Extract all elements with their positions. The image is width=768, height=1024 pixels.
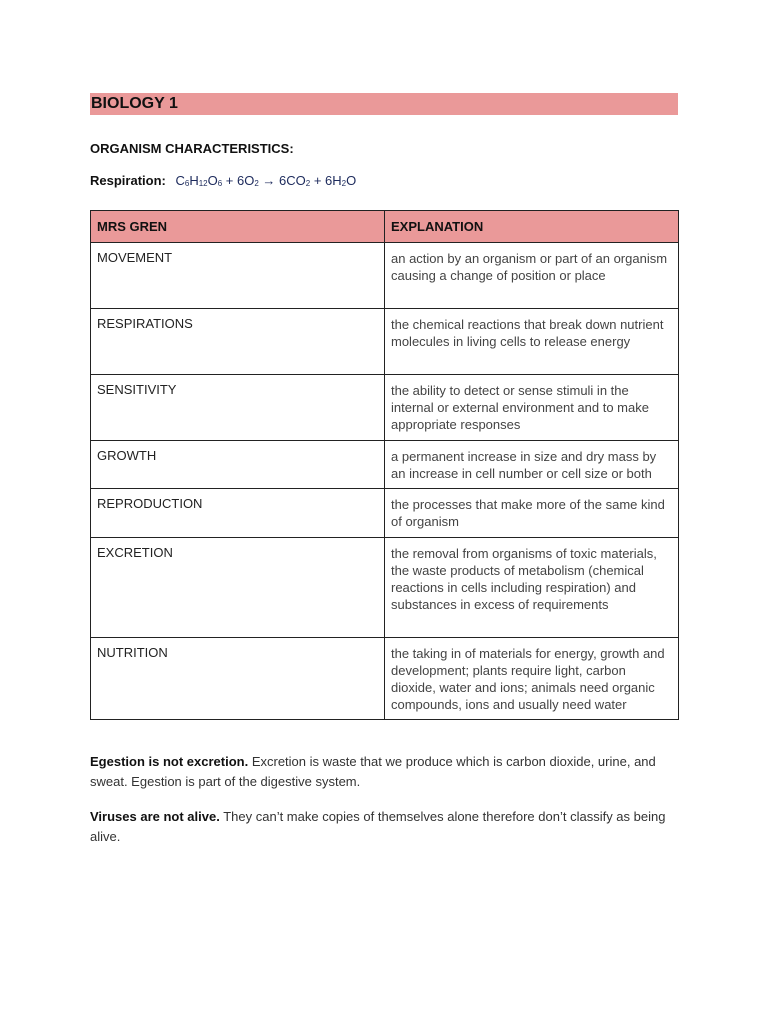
row-explanation: a permanent increase in size and dry mass by an increase in cell number or cell size or both [385,441,679,489]
table-row [91,489,679,538]
mrs-gren-table [90,210,679,720]
formula-c-sub: 6 [184,179,190,188]
respiration-formula [175,173,356,188]
note-egestion-text: Excretion is waste that we produce which is carbon dioxide, urine, and sweat. Egestion is part of the digestive system. [90,754,656,789]
note-viruses [90,807,670,847]
respiration-label: Respiration: [90,173,166,188]
note-viruses-bold: Viruses are not alive. [90,809,220,824]
formula-plus-water: + 6H [310,173,342,188]
formula-c: C [175,173,185,188]
row-explanation: the removal from organisms of toxic materials, the waste products of metabolism (chemical reactions in cells including respiration) and substances in excess of requirements [385,538,679,638]
row-explanation: the processes that make more of the same kind of organism [385,489,679,538]
table-row [91,243,679,309]
formula-arrow-co2: → 6CO [258,173,306,188]
row-term: EXCRETION [91,538,385,638]
row-term: RESPIRATIONS [91,309,385,375]
row-term: MOVEMENT [91,243,385,309]
row-explanation: the taking in of materials for energy, growth and development; plants require light, carbon dioxide, water and ions; animals need organic compounds, ions and usually need water [385,638,679,720]
respiration-equation [90,173,356,188]
formula-o: O [207,173,218,188]
formula-plus-oxygen: + 6O [222,173,255,188]
formula-o-end: O [346,173,357,188]
note-egestion-bold: Egestion is not excretion. [90,754,249,769]
note-viruses-text: They can’t make copies of themselves alone therefore don’t classify as being alive. [90,809,666,844]
formula-h: H [189,173,199,188]
header-mrs-gren: MRS GREN [91,211,385,243]
header-explanation: EXPLANATION [385,211,679,243]
table-row [91,375,679,441]
formula-co2-sub: 2 [305,179,311,188]
row-term: NUTRITION [91,638,385,720]
section-heading: ORGANISM CHARACTERISTICS: [90,141,294,156]
table-header-row [91,211,679,243]
row-term: REPRODUCTION [91,489,385,538]
table-row [91,309,679,375]
table-row [91,441,679,489]
formula-o-sub: 6 [217,179,223,188]
table-row [91,638,679,720]
formula-o2-sub: 2 [254,179,259,188]
formula-h2-sub: 2 [341,179,347,188]
table-row [91,538,679,638]
row-term: GROWTH [91,441,385,489]
row-explanation: the ability to detect or sense stimuli in the internal or external environment and to make appropriate responses [385,375,679,441]
row-term: SENSITIVITY [91,375,385,441]
row-explanation: an action by an organism or part of an organism causing a change of position or place [385,243,679,309]
document-title: BIOLOGY 1 [90,93,678,115]
formula-h-sub: 12 [198,179,208,188]
note-egestion [90,752,670,792]
row-explanation: the chemical reactions that break down nutrient molecules in living cells to release energy [385,309,679,375]
